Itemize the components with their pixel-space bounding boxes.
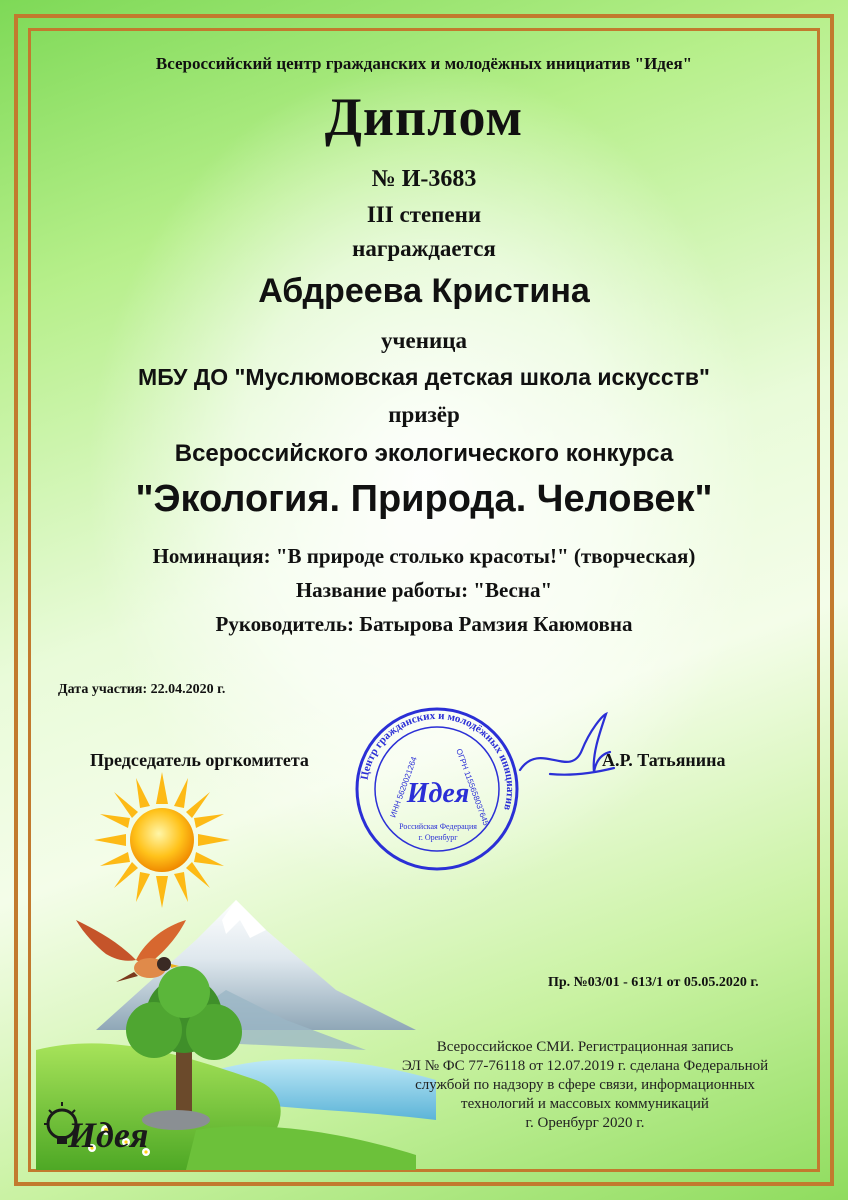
stamp-city: г. Оренбург <box>418 833 458 842</box>
contest-label: Всероссийского экологического конкурса <box>174 440 674 467</box>
registration-line: службой по надзору в сфере связи, информационных <box>415 1077 755 1093</box>
organization-name: Всероссийский центр гражданских и молодёжных инициатив "Идея" <box>155 54 693 73</box>
nomination: Номинация: "В природе столько красоты!" (творческая) <box>152 544 696 568</box>
awarded-label: награждается <box>352 236 496 261</box>
recipient-name: Абдреева Кристина <box>258 272 590 310</box>
organization-stamp <box>352 704 522 874</box>
prize-status: призёр <box>388 402 460 427</box>
stamp-ogrn: ОГРН 1155658037645 <box>454 747 491 827</box>
work-title: Название работы: "Весна" <box>295 578 553 602</box>
registration-line: технологий и массовых коммуникаций <box>461 1096 709 1112</box>
stamp-inn: ИНН 5620021264 <box>388 755 419 819</box>
stamp-country: Российская Федерация <box>399 822 477 831</box>
order-number: Пр. №03/01 - 613/1 от 05.05.2020 г. <box>548 975 759 990</box>
stamp-outer-text: Центр гражданских и молодёжных инициатив <box>358 709 517 812</box>
logo-text: Идея <box>68 1115 149 1155</box>
chair-name: А.Р. Татьянина <box>602 750 726 770</box>
participation-date: Дата участия: 22.04.2020 г. <box>58 682 226 697</box>
chair-label: Председатель оргкомитета <box>90 750 309 770</box>
recipient-role: ученица <box>381 328 467 353</box>
contest-name: "Экология. Природа. Человек" <box>135 478 713 520</box>
registration-line: ЭЛ № ФС 77-76118 от 12.07.2019 г. сделана Федеральной <box>401 1058 769 1074</box>
diploma-degree: III степени <box>366 202 482 227</box>
diploma-number: № И-3683 <box>371 166 477 192</box>
registration-info <box>370 1038 800 1133</box>
diploma-title: Диплом <box>324 87 524 147</box>
leader-name: Руководитель: Батырова Рамзия Каюмовна <box>215 612 633 636</box>
registration-line: Всероссийское СМИ. Регистрационная запись <box>436 1039 734 1055</box>
registration-line: г. Оренбург 2020 г. <box>525 1115 645 1131</box>
school-name: МБУ ДО "Муслюмовская детская школа искусств" <box>138 364 710 390</box>
signature <box>510 710 620 790</box>
stamp-center-text: Идея <box>406 778 470 809</box>
